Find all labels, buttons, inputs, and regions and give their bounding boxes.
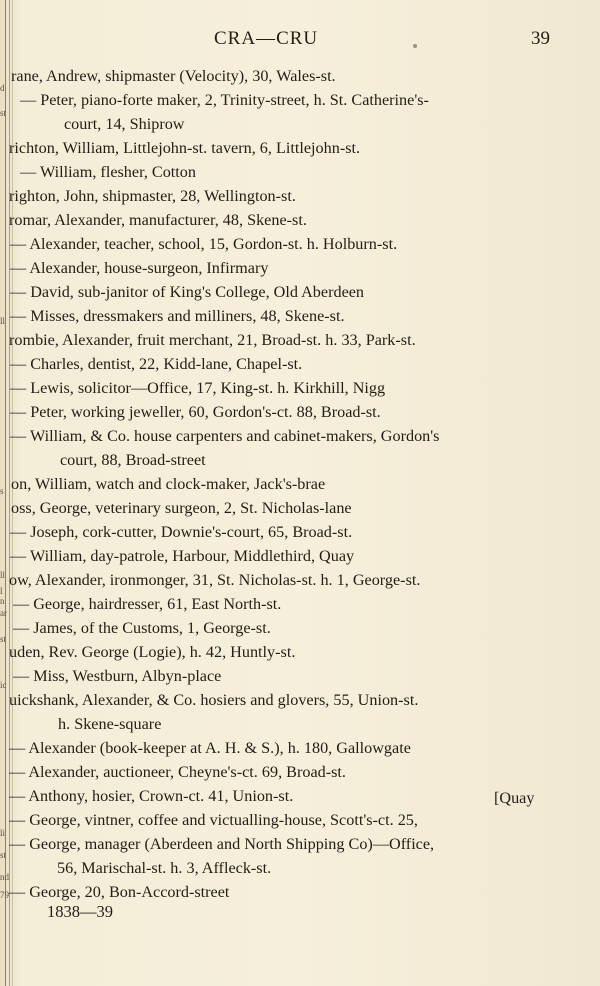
directory-entry: — Anthony, hosier, Crown-ct. 41, Union-st.	[9, 787, 294, 805]
directory-entry: — Peter, piano-forte maker, 2, Trinity-street, h. St. Catherine's-	[20, 91, 429, 109]
directory-entry: — Alexander, house-surgeon, Infirmary	[10, 259, 269, 277]
directory-entry: — Peter, working jeweller, 60, Gordon's-ct. 88, Broad-st.	[10, 403, 381, 421]
directory-entry: — James, of the Customs, 1, George-st.	[13, 619, 271, 637]
margin-fragment: ll	[0, 316, 6, 326]
directory-entry: oss, George, veterinary surgeon, 2, St. Nicholas-lane	[11, 499, 352, 517]
margin-fragment: ic	[0, 680, 7, 690]
year-signature: 1838—39	[47, 902, 113, 921]
margin-fragment: d	[0, 83, 5, 93]
directory-entry: — George, hairdresser, 61, East North-st.	[13, 595, 282, 613]
directory-entry: — Alexander (book-keeper at A. H. & S.), h. 180, Gallowgate	[9, 739, 411, 757]
margin-fragment: s	[0, 486, 4, 496]
directory-entry: — George, vintner, coffee and victualling-house, Scott's-ct. 25,	[9, 811, 418, 829]
directory-entry-continuation: court, 88, Broad-street	[60, 451, 206, 469]
directory-entry: — Joseph, cork-cutter, Downie's-court, 65, Broad-st.	[10, 523, 353, 541]
page-title: CRA—CRU	[214, 28, 319, 49]
directory-entry-continuation: 56, Marischal-st. h. 3, Affleck-st.	[57, 859, 272, 877]
margin-fragment: 79	[0, 890, 9, 900]
directory-entry-continuation: court, 14, Shiprow	[64, 115, 185, 133]
margin-fragment: st	[0, 850, 7, 860]
directory-entry: — David, sub-janitor of King's College, Old Aberdeen	[10, 283, 365, 301]
directory-entry: rane, Andrew, shipmaster (Velocity), 30, Wales-st.	[11, 67, 336, 85]
margin-fragment: st	[0, 108, 7, 118]
margin-fragment: ll	[0, 570, 6, 580]
directory-entry: — Miss, Westburn, Albyn-place	[13, 667, 222, 685]
directory-entry: — George, manager (Aberdeen and North Shipping Co)—Office,	[9, 835, 435, 853]
directory-entry: on, William, watch and clock-maker, Jack's-brae	[11, 475, 326, 493]
margin-fragment: nd	[0, 872, 9, 882]
margin-fragment: n	[0, 596, 5, 606]
directory-entry: righton, John, shipmaster, 28, Wellington-st.	[9, 187, 296, 205]
directory-entry: — William, flesher, Cotton	[20, 163, 196, 181]
page-number: 39	[531, 28, 550, 49]
ink-spot	[413, 44, 417, 48]
directory-entry-bracket: [Quay	[494, 789, 535, 807]
margin-fragment: li	[0, 828, 6, 838]
directory-entry: uickshank, Alexander, & Co. hosiers and glovers, 55, Union-st.	[9, 691, 419, 709]
directory-entry-continuation: h. Skene-square	[58, 715, 162, 733]
directory-entry: — George, 20, Bon-Accord-street	[9, 883, 230, 901]
directory-entry: — Charles, dentist, 22, Kidd-lane, Chapel-st.	[10, 355, 303, 373]
margin-fragment: l	[0, 586, 3, 596]
directory-entry: — Alexander, teacher, school, 15, Gordon-st. h. Holburn-st.	[10, 235, 398, 253]
running-header	[0, 28, 600, 54]
directory-entry: — Lewis, solicitor—Office, 17, King-st. h. Kirkhill, Nigg	[10, 379, 386, 397]
directory-entry: — Alexander, auctioneer, Cheyne's-ct. 69, Broad-st.	[9, 763, 346, 781]
margin-fragment: st	[0, 634, 7, 644]
directory-entry: richton, William, Littlejohn-st. tavern, 6, Littlejohn-st.	[9, 139, 361, 157]
directory-entry: — Misses, dressmakers and milliners, 48, Skene-st.	[10, 307, 345, 325]
directory-entry: uden, Rev. George (Logie), h. 42, Huntly-st.	[9, 643, 296, 661]
directory-entry: romar, Alexander, manufacturer, 48, Skene-st.	[9, 211, 307, 229]
directory-entry: ow, Alexander, ironmonger, 31, St. Nicholas-st. h. 1, George-st.	[9, 571, 421, 589]
directory-entry: — William, day-patrole, Harbour, Middlethird, Quay	[10, 547, 355, 565]
directory-entry: rombie, Alexander, fruit merchant, 21, Broad-st. h. 33, Park-st.	[9, 331, 416, 349]
margin-fragment: ar	[0, 608, 7, 618]
directory-entry: — William, & Co. house carpenters and cabinet-makers, Gordon's	[10, 427, 440, 445]
